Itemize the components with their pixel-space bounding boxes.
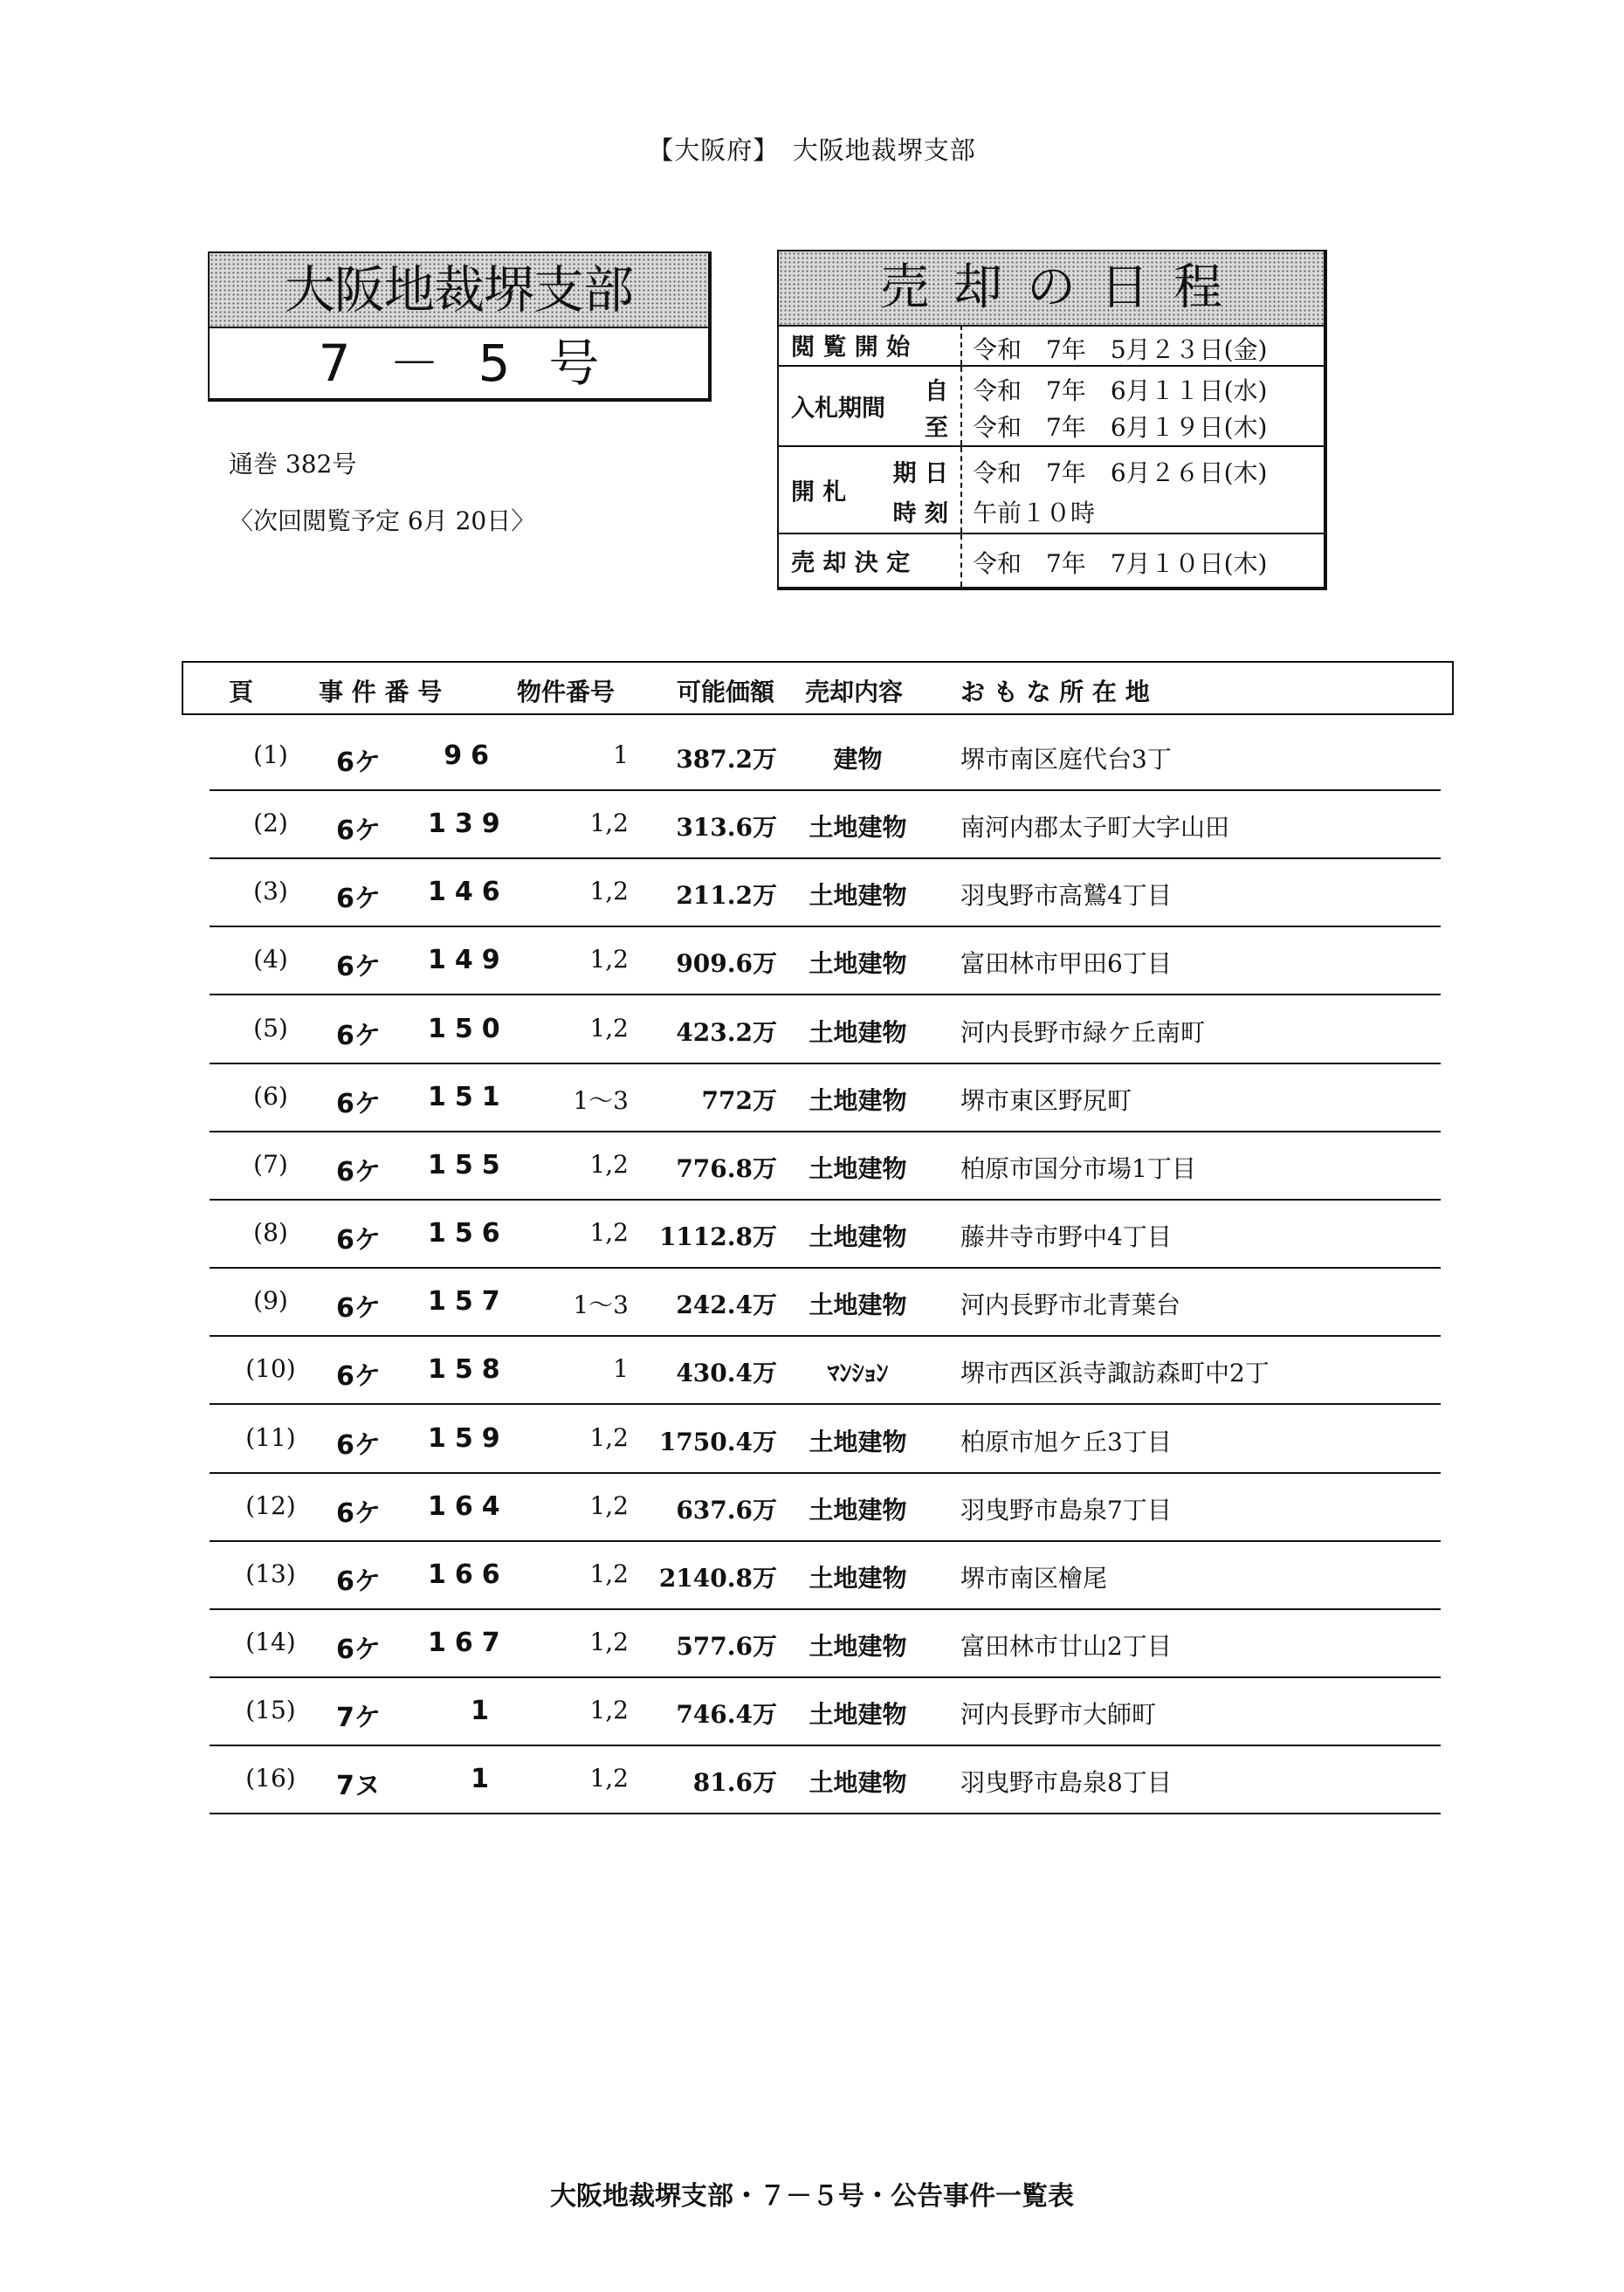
schedule-row-view-start bbox=[779, 325, 1324, 367]
row-price: 776.8万 bbox=[676, 1153, 777, 1183]
row-price: 2140.8万 bbox=[658, 1563, 777, 1593]
row-case-number: 158 bbox=[428, 1354, 509, 1386]
row-location: 羽曳野市高鷲4丁目 bbox=[960, 881, 1172, 911]
row-case-type: 6ケ bbox=[336, 1497, 381, 1529]
row-property-no: 1,2 bbox=[589, 1490, 629, 1520]
schedule-row-decision bbox=[779, 534, 1324, 587]
row-location: 南河内郡太子町大字山田 bbox=[960, 813, 1230, 843]
row-price: 423.2万 bbox=[676, 1017, 777, 1047]
table-row bbox=[210, 996, 1441, 1064]
opening-date-value: 令和 7年 6月２６日(木) bbox=[973, 458, 1268, 487]
row-case-type: 6ケ bbox=[336, 952, 381, 983]
table-row bbox=[210, 1132, 1441, 1201]
row-property-no: 1,2 bbox=[589, 1559, 629, 1588]
view-start-label: 閲 覧 開 始 bbox=[791, 334, 911, 361]
table-row bbox=[210, 1201, 1441, 1269]
row-price: 430.4万 bbox=[676, 1359, 777, 1388]
row-location: 柏原市旭ケ丘3丁目 bbox=[960, 1427, 1172, 1456]
row-property-no: 1,2 bbox=[589, 1696, 629, 1725]
header-sale-type: 売却内容 bbox=[805, 678, 904, 706]
issue-part: 7 bbox=[318, 334, 351, 393]
row-location: 堺市東区野尻町 bbox=[960, 1085, 1132, 1115]
table-row bbox=[210, 859, 1441, 927]
row-sale-type: 土地建物 bbox=[809, 1563, 907, 1593]
schedule-title-char: 却 bbox=[953, 259, 1002, 316]
header-location: お も な 所 在 地 bbox=[960, 678, 1150, 706]
row-location: 河内長野市大師町 bbox=[960, 1700, 1157, 1730]
row-case-type: 7ケ bbox=[336, 1703, 381, 1734]
row-property-no: 1～3 bbox=[573, 1085, 629, 1115]
row-case-type: 6ケ bbox=[336, 1566, 381, 1597]
page-header: 【大阪府】 大阪地裁堺支部 bbox=[648, 135, 976, 165]
row-sale-type: 土地建物 bbox=[809, 1495, 907, 1525]
row-property-no: 1,2 bbox=[589, 1422, 629, 1452]
schedule-title-char: 日 bbox=[1100, 259, 1149, 316]
row-case-number: 146 bbox=[428, 877, 509, 908]
volume-number: 通巻 382号 bbox=[229, 450, 357, 478]
row-sale-type: 土地建物 bbox=[809, 949, 907, 979]
row-location: 堺市西区浜寺諏訪森町中2丁 bbox=[960, 1359, 1270, 1388]
row-case-number: 1 bbox=[471, 1696, 498, 1727]
schedule-row-opening bbox=[779, 447, 1324, 534]
row-location: 羽曳野市島泉8丁目 bbox=[960, 1768, 1172, 1798]
row-page: (4) bbox=[253, 945, 288, 974]
row-case-number: 157 bbox=[428, 1286, 509, 1318]
table-row bbox=[210, 1406, 1441, 1474]
row-price: 313.6万 bbox=[676, 813, 777, 843]
row-page: (1) bbox=[253, 740, 288, 769]
row-price: 1750.4万 bbox=[658, 1427, 777, 1456]
opening-date-label: 期 日 bbox=[892, 460, 948, 487]
row-case-type: 6ケ bbox=[336, 1429, 381, 1461]
opening-label: 開 札 bbox=[791, 478, 847, 506]
row-price: 746.4万 bbox=[676, 1700, 777, 1730]
row-sale-type: 土地建物 bbox=[809, 1427, 907, 1456]
table-row bbox=[210, 1542, 1441, 1610]
opening-time-value: 午前１０時 bbox=[973, 499, 1096, 527]
schedule-row-bid-period bbox=[779, 367, 1324, 447]
row-case-type: 6ケ bbox=[336, 816, 381, 847]
row-page: (13) bbox=[245, 1559, 296, 1588]
row-property-no: 1,2 bbox=[589, 809, 629, 838]
row-case-type: 6ケ bbox=[336, 1156, 381, 1187]
header-property-no: 物件番号 bbox=[517, 678, 616, 706]
schedule-title-char: 程 bbox=[1173, 259, 1222, 316]
table-row bbox=[210, 1337, 1441, 1405]
next-viewing-note: 〈次回閲覧予定 6月 20日〉 bbox=[229, 506, 536, 535]
issue-part: 号 bbox=[548, 334, 600, 393]
row-page: (9) bbox=[253, 1286, 288, 1316]
row-case-number: 150 bbox=[428, 1013, 509, 1044]
row-price: 637.6万 bbox=[676, 1495, 777, 1525]
table-row bbox=[210, 723, 1441, 791]
header-page: 頁 bbox=[229, 678, 254, 706]
row-location: 堺市南区檜尾 bbox=[960, 1563, 1108, 1593]
row-page: (8) bbox=[253, 1218, 288, 1248]
row-location: 柏原市国分市場1丁目 bbox=[960, 1153, 1196, 1183]
row-property-no: 1～3 bbox=[573, 1291, 629, 1320]
row-page: (12) bbox=[245, 1490, 296, 1520]
row-case-number: 96 bbox=[444, 740, 498, 771]
row-case-type: 6ケ bbox=[336, 1225, 381, 1256]
row-property-no: 1,2 bbox=[589, 1013, 629, 1043]
table-header bbox=[182, 661, 1454, 715]
row-case-number: 159 bbox=[428, 1422, 509, 1454]
schedule-title-char: の bbox=[1027, 259, 1076, 316]
row-property-no: 1,2 bbox=[589, 1627, 629, 1656]
row-sale-type: 土地建物 bbox=[809, 1631, 907, 1661]
row-price: 211.2万 bbox=[676, 881, 777, 911]
opening-time-label: 時 刻 bbox=[892, 500, 948, 527]
row-property-no: 1 bbox=[613, 740, 629, 769]
row-price: 81.6万 bbox=[692, 1768, 777, 1798]
row-location: 羽曳野市島泉7丁目 bbox=[960, 1495, 1172, 1525]
header-price: 可能価額 bbox=[677, 678, 775, 706]
row-page: (6) bbox=[253, 1081, 288, 1111]
schedule-title bbox=[779, 251, 1324, 327]
row-property-no: 1 bbox=[613, 1354, 629, 1384]
row-case-type: 6ケ bbox=[336, 1020, 381, 1051]
row-location: 河内長野市緑ケ丘南町 bbox=[960, 1017, 1206, 1047]
row-location: 河内長野市北青葉台 bbox=[960, 1291, 1181, 1320]
row-price: 772万 bbox=[701, 1085, 777, 1115]
row-price: 577.6万 bbox=[676, 1631, 777, 1661]
row-sale-type: 土地建物 bbox=[809, 1153, 907, 1183]
page-footer: 大阪地裁堺支部・７－５号・公告事件一覧表 bbox=[550, 2181, 1074, 2212]
row-case-number: 151 bbox=[428, 1081, 509, 1112]
table-row bbox=[210, 1678, 1441, 1746]
bid-period-label: 入札期間 bbox=[791, 395, 885, 423]
schedule-title-char: 売 bbox=[880, 259, 929, 316]
row-page: (15) bbox=[245, 1696, 296, 1725]
row-sale-type: 土地建物 bbox=[809, 1700, 907, 1730]
row-property-no: 1,2 bbox=[589, 1218, 629, 1248]
row-case-number: 167 bbox=[428, 1627, 509, 1658]
bid-from-value: 令和 7年 6月１１日(水) bbox=[973, 376, 1268, 405]
row-case-type: 7ヌ bbox=[336, 1771, 381, 1802]
sale-schedule-box bbox=[777, 250, 1327, 590]
row-sale-type: 土地建物 bbox=[809, 813, 907, 843]
row-property-no: 1,2 bbox=[589, 945, 629, 974]
row-case-type: 6ケ bbox=[336, 1634, 381, 1665]
row-property-no: 1,2 bbox=[589, 1149, 629, 1179]
row-case-number: 139 bbox=[428, 809, 509, 840]
table-row bbox=[210, 791, 1441, 859]
row-case-type: 6ケ bbox=[336, 1088, 381, 1119]
bid-from-label: 自 bbox=[925, 378, 948, 405]
row-page: (14) bbox=[245, 1627, 296, 1656]
issue-title-box bbox=[208, 251, 712, 402]
row-location: 堺市南区庭代台3丁 bbox=[960, 745, 1172, 774]
row-price: 242.4万 bbox=[676, 1291, 777, 1320]
table-row bbox=[210, 1746, 1441, 1814]
row-property-no: 1,2 bbox=[589, 877, 629, 906]
table-row bbox=[210, 927, 1441, 995]
row-page: (7) bbox=[253, 1149, 288, 1179]
row-case-number: 166 bbox=[428, 1559, 509, 1590]
row-price: 1112.8万 bbox=[658, 1222, 777, 1252]
row-location: 藤井寺市野中4丁目 bbox=[960, 1222, 1172, 1252]
row-sale-type: 建物 bbox=[833, 745, 883, 774]
table-row bbox=[210, 1610, 1441, 1678]
row-location: 富田林市廿山2丁目 bbox=[960, 1631, 1172, 1661]
row-page: (2) bbox=[253, 809, 288, 838]
row-price: 387.2万 bbox=[676, 745, 777, 774]
table-row bbox=[210, 1474, 1441, 1542]
issue-number bbox=[210, 328, 708, 400]
row-case-type: 6ケ bbox=[336, 1361, 381, 1393]
row-sale-type: 土地建物 bbox=[809, 1291, 907, 1320]
row-sale-type: 土地建物 bbox=[809, 1085, 907, 1115]
table-row bbox=[210, 1269, 1441, 1337]
row-page: (3) bbox=[253, 877, 288, 906]
row-case-type: 6ケ bbox=[336, 1293, 381, 1325]
row-location: 富田林市甲田6丁目 bbox=[960, 949, 1172, 979]
row-sale-type: 土地建物 bbox=[809, 1768, 907, 1798]
row-case-type: 6ケ bbox=[336, 884, 381, 915]
view-start-value: 令和 7年 5月２３日(金) bbox=[973, 335, 1268, 364]
row-sale-type: 土地建物 bbox=[809, 1017, 907, 1047]
decision-label: 売 却 決 定 bbox=[791, 549, 911, 577]
row-case-type: 6ケ bbox=[336, 747, 381, 778]
court-name: 大阪地裁堺支部 bbox=[210, 253, 708, 328]
row-page: (16) bbox=[245, 1764, 296, 1793]
row-price: 909.6万 bbox=[676, 949, 777, 979]
row-case-number: 156 bbox=[428, 1218, 509, 1249]
issue-part: － bbox=[389, 334, 440, 393]
row-page: (10) bbox=[245, 1354, 296, 1384]
row-sale-type: 土地建物 bbox=[809, 1222, 907, 1252]
row-case-number: 155 bbox=[428, 1149, 509, 1180]
row-property-no: 1,2 bbox=[589, 1764, 629, 1793]
header-case-no: 事 件 番 号 bbox=[319, 678, 443, 706]
row-case-number: 149 bbox=[428, 945, 509, 976]
bid-to-value: 令和 7年 6月１９日(木) bbox=[973, 413, 1268, 442]
row-case-number: 1 bbox=[471, 1764, 498, 1795]
row-case-number: 164 bbox=[428, 1490, 509, 1522]
row-sale-type: ﾏﾝｼｮﾝ bbox=[827, 1359, 889, 1388]
row-page: (11) bbox=[245, 1422, 296, 1452]
decision-value: 令和 7年 7月１０日(木) bbox=[973, 549, 1268, 578]
table-row bbox=[210, 1064, 1441, 1132]
issue-part: 5 bbox=[478, 334, 511, 393]
row-page: (5) bbox=[253, 1013, 288, 1043]
bid-to-label: 至 bbox=[925, 415, 948, 442]
row-sale-type: 土地建物 bbox=[809, 881, 907, 911]
